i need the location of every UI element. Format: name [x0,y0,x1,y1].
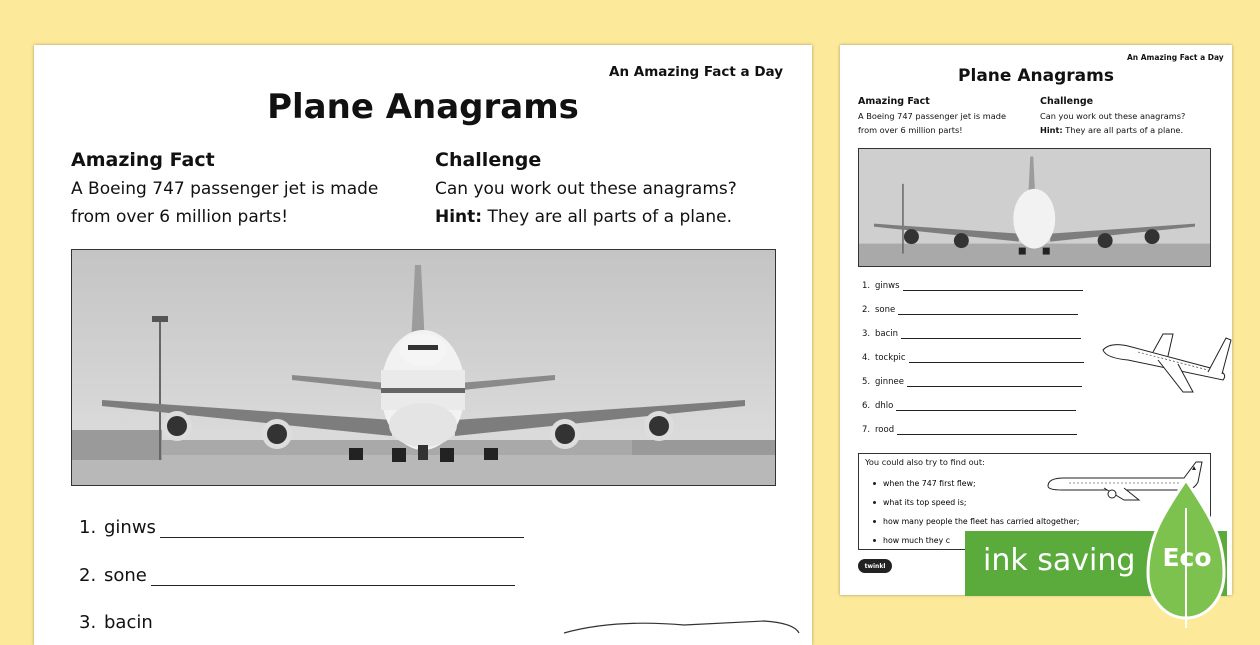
item-number: 3. [862,329,871,339]
anagram-item [79,517,524,538]
fact-line-1: A Boeing 747 passenger jet is made [71,179,379,199]
anagram-item [862,353,1084,363]
ink-saving-label: ink saving [983,543,1136,578]
item-word: ginws [104,517,156,538]
page-title: Plane Anagrams [958,66,1114,86]
answer-line[interactable] [903,290,1083,291]
item-word: ginnee [875,377,904,387]
item-word: bacin [875,329,899,339]
challenge-line: Can you work out these anagrams? [1040,111,1186,121]
answer-line[interactable] [151,585,515,586]
answer-line[interactable] [909,362,1084,363]
eco-label: Eco [1162,543,1212,572]
hint-text: They are all parts of a plane. [1062,125,1184,135]
item-word: sone [875,305,896,315]
item-word: bacin [104,612,153,633]
answer-line[interactable] [907,386,1082,387]
item-word: ginws [875,281,900,291]
item-number: 2. [862,305,871,315]
fact-line-2: from over 6 million parts! [71,207,289,227]
airplane-photo [71,249,776,486]
challenge-heading: Challenge [1040,96,1094,107]
anagram-item [862,425,1077,435]
item-number: 6. [862,401,871,411]
challenge-line: Can you work out these anagrams? [435,179,737,199]
item-word: tockpic [875,353,906,363]
hint-label: Hint: [435,207,483,227]
fact-line-1: A Boeing 747 passenger jet is made [858,111,1007,121]
anagram-item [862,377,1082,387]
extra-intro: You could also try to find out: [865,457,985,467]
extra-item: how many people the fleet has carried altogether; [863,512,1079,531]
airplane-photo [858,148,1211,267]
item-number: 1. [79,517,97,538]
twinkl-logo: twinkl [858,559,892,573]
anagram-item [862,281,1083,291]
answer-line[interactable] [898,314,1078,315]
item-word: sone [104,565,147,586]
answer-line[interactable] [897,434,1077,435]
fact-heading: Amazing Fact [858,96,930,107]
answer-line[interactable] [896,410,1076,411]
fact-line-2: from over 6 million parts! [858,125,963,135]
item-word: rood [875,425,895,435]
hint-line [1040,125,1183,135]
item-number: 2. [79,565,97,586]
item-number: 1. [862,281,871,291]
item-word: dhlo [875,401,894,411]
airplane-outline-icon [554,615,804,635]
anagram-item [79,565,515,586]
answer-line[interactable] [160,537,524,538]
page-title: Plane Anagrams [267,87,579,127]
extra-item: how much they c [863,531,1079,550]
fact-heading: Amazing Fact [71,149,215,171]
worksheet-page-large [34,45,812,645]
challenge-heading: Challenge [435,149,542,171]
extra-item: what its top speed is; [863,493,1079,512]
item-number: 7. [862,425,871,435]
hint-line [435,207,732,227]
item-number: 5. [862,377,871,387]
anagram-item [862,401,1076,411]
anagram-item [862,329,1081,339]
item-number: 3. [79,612,97,633]
anagram-item [862,305,1078,315]
hint-text: They are all parts of a plane. [482,207,733,227]
answer-line[interactable] [901,338,1081,339]
hint-label: Hint: [1040,125,1063,135]
series-tag: An Amazing Fact a Day [1127,53,1224,62]
airplane-sketch-icon [1098,330,1232,400]
series-tag: An Amazing Fact a Day [609,64,784,80]
extra-item: when the 747 first flew; [863,474,1079,493]
item-number: 4. [862,353,871,363]
